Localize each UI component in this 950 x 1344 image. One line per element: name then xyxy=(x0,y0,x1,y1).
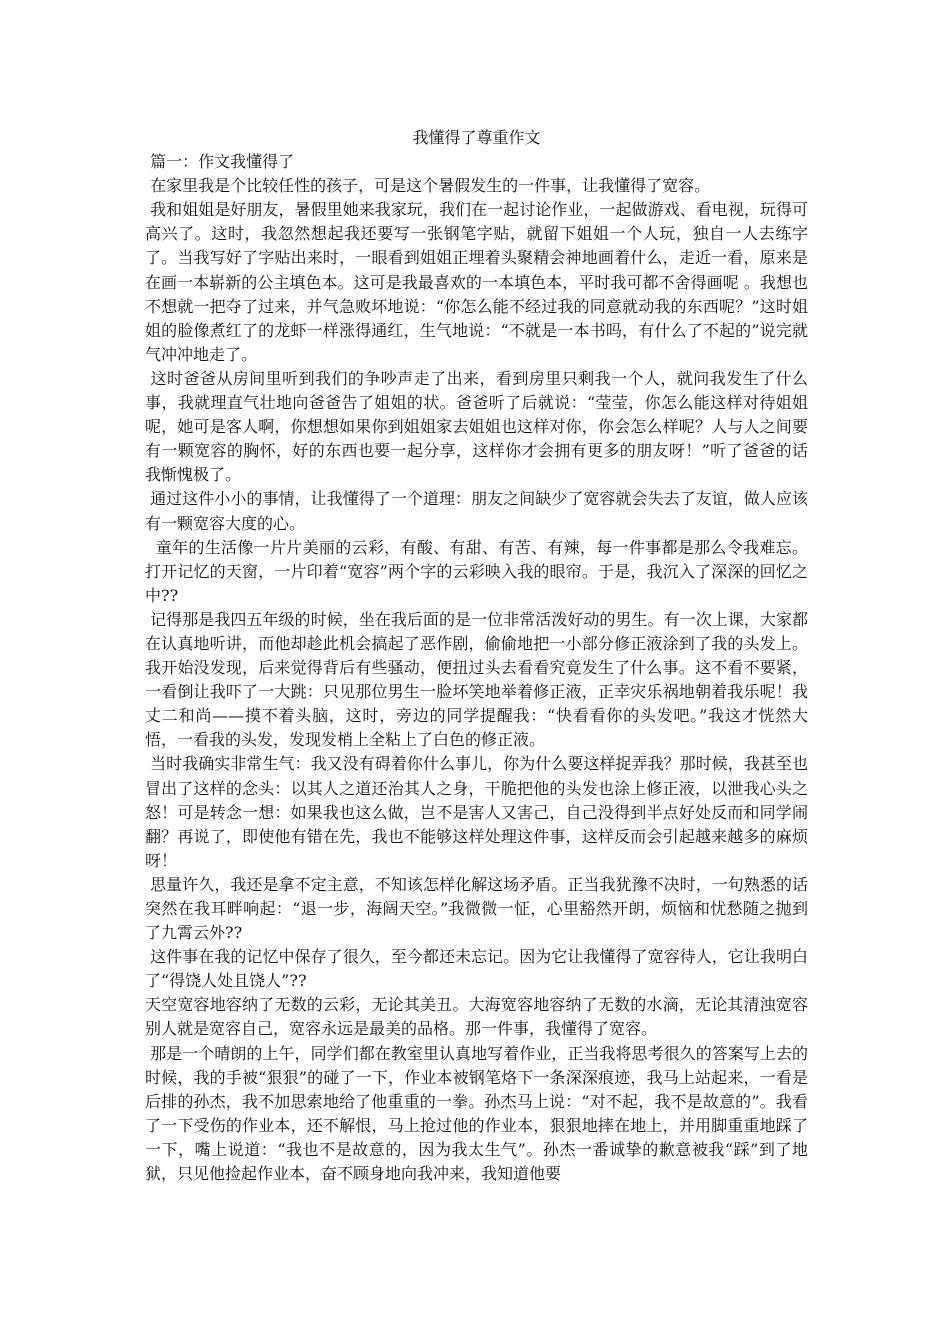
paragraph: 思量许久，我还是拿不定主意，不知该怎样化解这场矛盾。正当我犹豫不决时，一句熟悉的话突然在我耳畔响起：“退一步，海阔天空。”我微微一怔，心里豁然开朗，烦恼和忧愁随之抛到了九霄云外?? xyxy=(145,874,808,943)
paragraph: 这件事在我的记忆中保存了很久，至今都还未忘记。因为它让我懂得了宽容待人，它让我明白了“得饶人处且饶人”?? xyxy=(145,947,808,991)
paragraph: 记得那是我四五年级的时候，坐在我后面的是一位非常活泼好动的男生。有一次上课，大家都在认真地听讲，而他却趁此机会搞起了恶作剧，偷偷地把一小部分修正液涂到了我的头发上。我开始没发现，后来觉得背后有些骚动，便扭过头去看看究竟发生了什么事。这不看不要紧，一看倒让我吓了一大跳：只见那位男生一脸坏笑地举着修正液，正幸灾乐祸地朝着我乐呢！我丈二和尚——摸不着头脑，这时，旁边的同学提醒我：“快看看你的头发吧。”我这才恍然大悟，一看我的头发，发现发梢上全粘上了白色的修正液。 xyxy=(145,609,808,750)
paragraph: 童年的生活像一片片美丽的云彩，有酸、有甜、有苦、有辣，每一件事都是那么令我难忘。打开记忆的天窗，一片印着“宽容”两个字的云彩映入我的眼帘。于是，我沉入了深深的回忆之中?? xyxy=(145,537,808,605)
paragraph: 天空宽容地容纳了无数的云彩，无论其美丑。大海宽容地容纳了无数的水滴，无论其清浊宽容别人就是宽容自己，宽容永远是最美的品格。那一件事，我懂得了宽容。 xyxy=(145,995,808,1039)
document-title: 我懂得了尊重作文 xyxy=(412,128,541,147)
paragraph: 这时爸爸从房间里听到我们的争吵声走了出来，看到房里只剩我一个人，就问我发生了什么事，我就理直气壮地向爸爸告了姐姐的状。爸爸听了后就说：“莹莹，你怎么能这样对待姐姐呢，她可是客人啊，你想想如果你到姐姐家去姐姐也这样对你，你会怎么样呢？人与人之间要有一颗宽容的胸怀，好的东西也要一起分享，这样你才会拥有更多的朋友呀！”听了爸爸的话我惭愧极了。 xyxy=(145,368,808,485)
paragraph: 通过这件小小的事情，让我懂得了一个道理：朋友之间缺少了宽容就会失去了友谊，做人应该有一颗宽容大度的心。 xyxy=(145,489,808,533)
document-page xyxy=(145,126,808,1186)
paragraph: 在家里我是个比较任性的孩子，可是这个暑假发生的一件事，让我懂得了宽容。 xyxy=(145,176,711,196)
paragraph: 那是一个晴朗的上午，同学们都在教室里认真地写着作业，正当我将思考很久的答案写上去的时候，我的手被“狠狠”的碰了一下，作业本被钢笔烙下一条深深痕迹，我马上站起来，一看是后排的孙杰，我不加思索地给了他重重的一拳。孙杰马上说：“对不起，我不是故意的”。我看了一下受伤的作业本，还不解恨，马上抢过他的作业本，狠狠地摔在地上，并用脚重重地踩了一下，嘴上说道：“我也不是故意的，因为我太生气”。孙杰一番诚挚的歉意被我“踩”到了地狱，只见他捡起作业本，奋不顾身地向我冲来，我知道他要 xyxy=(145,1043,808,1184)
paragraph: 篇一：作文我懂得了 xyxy=(145,152,295,172)
paragraph: 当时我确实非常生气：我又没有碍着你什么事儿，你为什么要这样捉弄我？那时候，我甚至也冒出了这样的念头：以其人之道还治其人之身，干脆把他的头发也涂上修正液，以泄我心头之怒！可是转念一想：如果我也这么做，岂不是害人又害己，自己没得到半点好处反而和同学闹翻？再说了，即使他有错在先，我也不能够这样处理这件事，这样反而会引起越来越多的麻烦呀！ xyxy=(145,754,808,870)
paragraph: 我和姐姐是好朋友，暑假里她来我家玩，我们在一起讨论作业，一起做游戏、看电视，玩得可高兴了。这时，我忽然想起我还要写一张钢笔字贴，就留下姐姐一个人玩，独自一人去练字了。当我写好了字贴出来时，一眼看到姐姐正埋着头聚精会神地画着什么，走近一看，原来是在画一本崭新的公主填色本。这可是我最喜欢的一本填色本，平时我可都不舍得画呢 。我想也不想就一把夺了过来，并气急败坏地说：“你怎么能不经过我的同意就动我的东西呢？”这时姐姐的脸像煮红了的龙虾一样涨得通红，生气地说：“不就是一本书吗，有什么了不起的”说完就气冲冲地走了。 xyxy=(145,200,808,364)
